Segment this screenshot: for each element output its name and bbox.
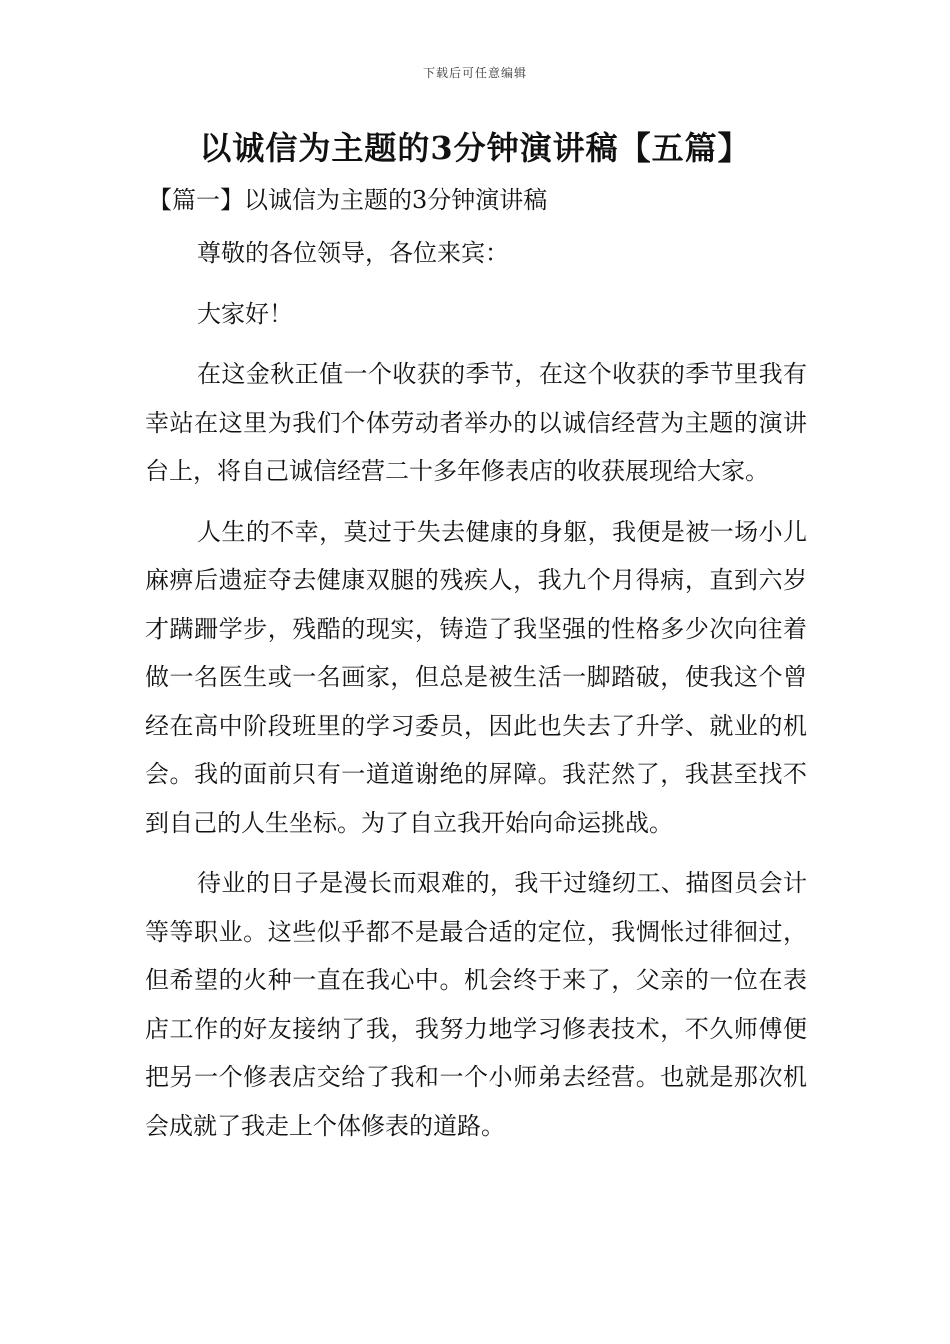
paragraph: 人生的不幸，莫过于失去健康的身躯，我便是被一场小儿麻痹后遗症夺去健康双腿的残疾人，我九个月得病，直到六岁才蹒跚学步，残酷的现实，铸造了我坚强的性格多少次向往着做一名医生或一名画家，但总是被生活一脚踏破，使我这个曾经在高中阶段班里的学习委员，因此也失去了升学、就业的机会。我的面前只有一道道谢绝的屏障。我茫然了，我甚至找不到自己的人生坐标。为了自立我开始向命运挑战。 bbox=[145, 517, 807, 837]
document-title: 以诚信为主题的3分钟演讲稿【五篇】 bbox=[199, 129, 751, 167]
paragraph: 在这金秋正值一个收获的季节，在这个收获的季节里我有幸站在这里为我们个体劳动者举办的以诚信经营为主题的演讲台上，将自己诚信经营二十多年修表店的收获展现给大家。 bbox=[145, 360, 807, 485]
header-note: 下载后可任意编辑 bbox=[422, 66, 527, 80]
paragraph-salutation: 尊敬的各位领导，各位来宾： bbox=[197, 239, 509, 267]
section-heading: 【篇一】以诚信为主题的3分钟演讲稿 bbox=[148, 186, 548, 214]
paragraph-greeting: 大家好！ bbox=[197, 299, 293, 328]
body-text bbox=[145, 229, 807, 1150]
paragraph: 待业的日子是漫长而艰难的，我干过缝纫工、描图员会计等等职业。这些似乎都不是最合适的定位，我惆怅过徘徊过，但希望的火种一直在我心中。机会终于来了，父亲的一位在表店工作的好友接纳了我，我努力地学习修表技术，不久师傅便把另一个修表店交给了我和一个小师弟去经营。也就是那次机会成就了我走上个体修表的道路。 bbox=[145, 869, 807, 1140]
